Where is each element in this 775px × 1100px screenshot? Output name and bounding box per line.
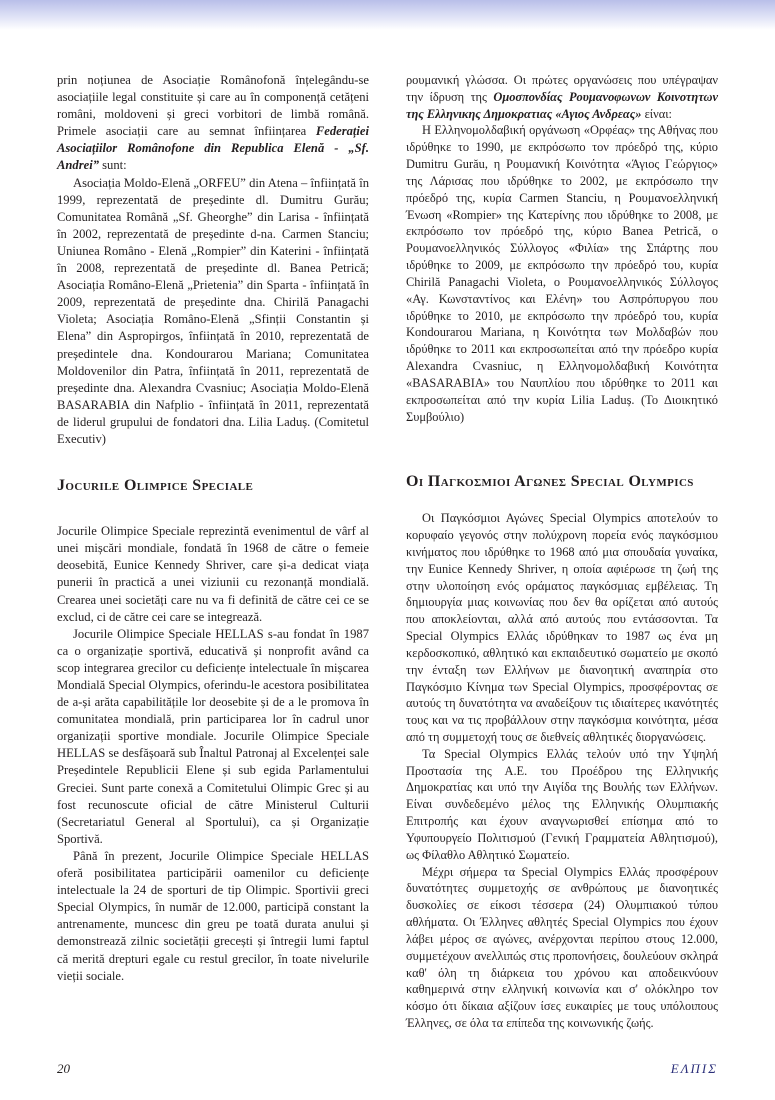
- left-section-heading: Jocurile Olimpice Speciale: [57, 477, 254, 495]
- right-intro-text: ρουμανική γλώσσα. Οι πρώτες οργανώσεις που υπέγραψαν την ίδρυση της: [406, 73, 718, 104]
- right-intro-paragraph: [406, 72, 718, 122]
- right-associations-paragraph: Η Ελληνομολδαβική οργάνωση «Ορφέας» της Αθήνας που ιδρύθηκε το 1990, με εκπρόσωπο τον πρόεδρό της, κύριο Dumitru Gurău, η Ρουμανική Κοινότητα «Άγιος Γεώργιος» της Λάρισας που ιδρύθηκε το 2002, με εκπρόσωπο την πρόεδρό της, κυρία Carmen Stanciu, η Ρουμανοελληνική Ένωση «Rompier» της Κατερίνης που ιδρύθηκε το 2008, με εκπρόσωπο τον πρόεδρό της, κύριο Banea Petrică, ο Ρουμανοελληνικός Σύλλογος «Φιλία» της Σπάρτης που ιδρύθηκε το 2009, με εκπρόσωπο την πρόεδρό του, κυρία Chirilă Panagachi Violeta, ο Ρουμανοελληνικός Σύλλογος «Αγ. Κωνσταντίνος και Ελένη» του Ασπρόπυργου που ιδρύθηκε το 2010, με εκπρόσωπο την πρόεδρό του, κυρία Kondourarou Mariana, η Κοινότητα των Μολδαβών που ιδρύθηκε το 2011 και εκπροσωπείται από την πρόεδρο κυρία Alexandra Cvasniuc, η Ελληνομολδαβική Κοινότητα «BASARABIA» του Ναυπλίου που ιδρύθηκε το 2011 και εκπροσωπείται από την κυρία Lilia Laduș. (Το Διοικητικό Συμβούλιο): [406, 123, 718, 424]
- left-federation-name: Federației Asociațiilor Românofone din Republica Elenă - „Sf. Andrei”: [57, 124, 369, 173]
- right-federation-name: Ομοσπονδίας Ρουμανοφωνων Κοινοτητων της Ελληνικης Δημοκρατιας «Αγιος Ανδρεας»: [406, 89, 718, 121]
- right-paragraph-3: Μέχρι σήμερα τα Special Olympics Ελλάς προσφέρουν δυνατότητες συμμετοχής σε ανθρώπους με διανοητικές δυσκολίες σε είκοσι τέσσερα (24) Ολυμπιακού τύπου αθλήματα. Οι Έλληνες αθλητές Special Olympics που έχουν λάβει μέρος σε αγώνες, ανέρχονται περίπου στους 12.000, συμμετέχουν ανελλιπώς στις προπονήσεις, δουλεύουν σκληρά καθ' όλη τη διάρκεια του χρόνου και αποδεικνύουν καθημερινά στην ελληνική κοινωνία και σ' ολόκληρο τον κόσμο ότι δίκαια αξίζουν ίσες ευκαιρίες με τους υπόλοιπους Έλληνες, σε όλα τα επίπεδα της κοινωνικής ζωής.: [406, 864, 718, 1031]
- right-paragraph-2: Τα Special Olympics Ελλάς τελούν υπό την Υψηλή Προστασία της Α.Ε. του Προέδρου της Ελληνικής Δημοκρατίας και υπό την Αιγίδα της Βουλής των Ελλήνων. Είναι συνδεδεμένο μέλος της Ελληνικής Ολυμπιακής Επιτροπής και έχουν αναγνωρισθεί επίσημα από το Υφυπουργείο Πολιτισμού (Γενική Γραμματεία Αθλητισμού), ως Φίλαθλο Αθλητικό Σωματείο.: [406, 746, 718, 862]
- left-paragraph-2: Jocurile Olimpice Speciale HELLAS s-au fondat în 1987 ca o organizație sportivă, educativă și nonprofit având ca scop integrarea grecilor cu deficiențe intelectuale în mișcarea Mondială Special Olympics, oferindu-le acestora posibilitatea de a-și arăta capabilitățile lor deosebite și de a le promova în comunitatea mondială, prin participarea lor în cadrul unor organizații sportive mondiale. Jocurile Olimpice Speciale HELLAS se desfășoară sub Înaltul Patronaj al Excelenței sale Președintele Republicii Elene și sub egida Parlamentului Greciei. Sunt parte conexă a Comitetului Olimpic Grec și au fost recunoscute oficial de către Ministerul Culturii (Secretariatul General al Sportului), ca și Organizație Sportivă.: [57, 626, 369, 846]
- left-intro-text: prin noțiunea de Asociație Românofonă înțelegându-se asociațiile legal constituite și care au în componență cetățeni români, moldoveni și greci vorbitori de limbă română. Primele asociații care au semnat înființarea: [57, 73, 369, 139]
- right-paragraph-1: Οι Παγκόσμιοι Αγώνες Special Olympics αποτελούν το κορυφαίο γεγονός στην πολύχρονη πορεία ενός παγκόσμιου κινήματος που ιδρύθηκε το 1968 από μια σπουδαία γυναίκα, την Eunice Kennedy Shriver, η οποία αφιέρωσε τη ζωή της στην υλοποίηση ενός οράματος παγκόσμιας εμβέλειας. Τη δημιουργία μιας κοινωνίας που δεν θα ορίζεται από αυτούς που αποκλείονται, αλλά από αυτούς που εντάσσονται. Τα Special Olympics Ελλάς ιδρύθηκαν το 1987 ως ένα μη κερδοσκοπικό, αθλητικό και εκπαιδευτικό σωματείο με σκοπό την ένταξη των Ελλήνων με διανοητική αναπηρία στο Παγκόσμιο Κίνημα των Special Olympics, προσφέροντας σε αυτούς τη δυνατότητα να αναδείξουν τις ιδιαίτερες ικανότητές τους και να τις προβάλλουν στην παγκόσμια κοινότητα, μέσα από τη συμμετοχή τους σε διεθνείς αθλητικές διοργανώσεις.: [406, 511, 718, 744]
- right-section-heading: Οι Παγκοσμιοι Αγωνες Special Olympics: [406, 473, 694, 491]
- left-paragraph-1: Jocurile Olimpice Speciale reprezintă evenimentul de vârf al unei mișcări mondiale, fondată în 1968 de către o femeie deosebită, Eunice Kennedy Shriver, care și-a dedicat viața punerii în practică a unei viziunii cu rezonanță mondială. Crearea unei societăți care nu va fi definită de către cei ce se exclud, ci de către cei care se integrează.: [57, 524, 369, 624]
- left-associations-paragraph: Asociația Moldo-Elenă „ORFEU” din Atena – înființată în 1999, reprezentată de președinte dl. Dumitru Gurău; Comunitatea Română „Sf. Gheorghe” din Larisa - înființată în 2002, reprezentată de președinte d-na. Carmen Stanciu; Uniunea Româno - Elenă „Rompier” din Katerini - înființată în 2008, reprezentată de președinte dl. Banea Petrică; Asociația Româno-Elenă „Prietenia” din Sparta - înființată în 2009, reprezentată de președinte dna. Chirilă Panagachi Violeta; Asociația Româno-Elenă „Sfinții Constantin și Elena” din Aspropirgos, înființată în 2010, reprezentată de președintele dna. Kondourarou Mariana; Comunitatea Moldovenilor din Patra, înființată în 2011, reprezentată de președinte dna. Alexandra Cvasniuc; Asociația Moldo-Elenă BASARABIA din Nafplio - înființată în 2011, reprezentată de liderul grupului de fondatori dna. Lilia Laduș. (Comitetul Executiv): [57, 175, 369, 446]
- left-intro-suffix: sunt:: [99, 158, 127, 173]
- left-paragraph-3: Până în prezent, Jocurile Olimpice Speciale HELLAS oferă posibilitatea participării oamenilor cu deficiențe intelectuale la 24 de sporturi de tip Olimpic. Sportivii greci Special Olympics, în număr de 12.000, participă constant la antrenamente, muncesc din greu pe toată durata anului și demonstrează zilnic societății grecești și întregii lumi faptul că merită drepturi egale cu restul grecilor, în toate nivelurile vieții sociale.: [57, 848, 369, 983]
- right-column: [406, 72, 718, 1032]
- left-intro-paragraph: [57, 72, 369, 175]
- page-number: 20: [57, 1061, 70, 1076]
- header-gradient-band: [0, 0, 775, 30]
- right-intro-suffix: είναι:: [641, 106, 673, 121]
- left-column: [57, 72, 369, 985]
- journal-name: ΕΛΠΙΣ: [670, 1061, 718, 1076]
